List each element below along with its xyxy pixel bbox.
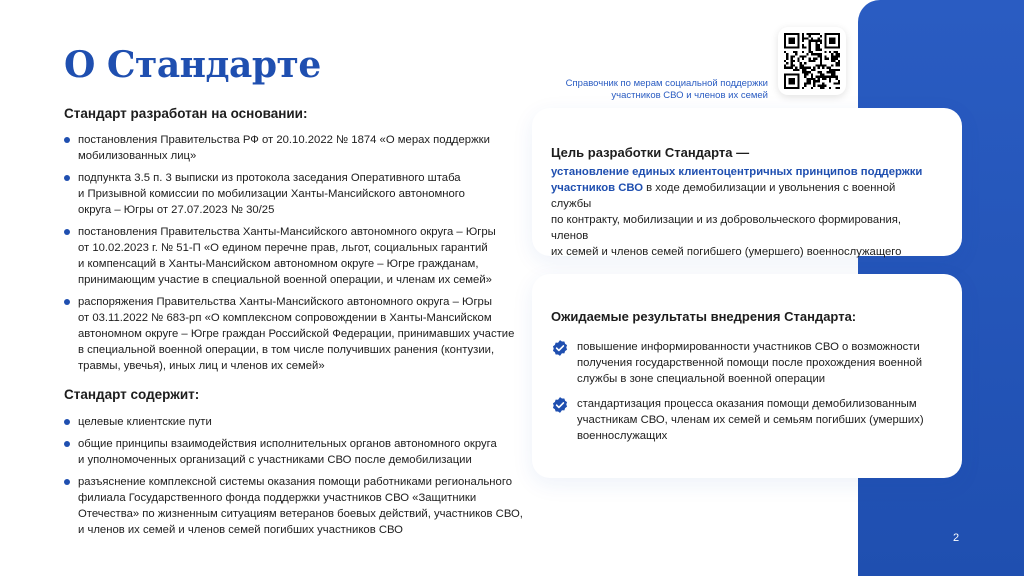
qr-caption [540, 78, 768, 102]
result-line: участникам СВО, членам их семей и семьям погибших (умерших) [577, 414, 924, 426]
list-item-line: и компенсаций в Ханты-Мансийском автономном округе – Югре гражданам, [78, 258, 479, 270]
list-item-line: мобилизованных лиц» [78, 150, 197, 162]
list-item [64, 436, 524, 468]
goal-line: по контракту, мобилизации и из добровольческого формирования, членов [551, 214, 902, 242]
goal-heading: Цель разработки Стандарта — [551, 145, 750, 160]
result-line: стандартизация процесса оказания помощи демобилизованным [577, 398, 917, 410]
list-item-line: автономном округе – Югре граждан Российской Федерации, принимавших участие [78, 328, 515, 340]
goal-highlight: участников СВО [551, 182, 644, 194]
qr-code[interactable] [778, 27, 846, 95]
list-item-line: от 03.11.2022 № 683-рп «О комплексном сопровождении в Ханты-Мансийском [78, 312, 492, 324]
list-item-line: принимающим участие в специальной военной операции, и членам их семей» [78, 274, 492, 286]
list-item-line: целевые клиентские пути [78, 416, 212, 428]
result-line: получения государственной помощи после прохождения военной [577, 357, 923, 369]
result-item [551, 396, 931, 444]
bullet-dot [64, 229, 70, 235]
qr-caption-line: Справочник по мерам социальной поддержки [565, 78, 768, 89]
list-item-line: общие принципы взаимодействия исполнительных органов автономного округа [78, 438, 497, 450]
bullet-dot [64, 419, 70, 425]
list-item [64, 170, 524, 218]
list-item-line: постановления Правительства РФ от 20.10.2022 № 1874 «О мерах поддержки [78, 134, 490, 146]
list-item [64, 132, 524, 164]
page-number: 2 [953, 532, 960, 544]
goal-line [551, 180, 936, 212]
check-badge-icon [551, 396, 569, 414]
list-item-line: разъяснение комплексной системы оказания помощи работниками регионального [78, 476, 512, 488]
list-item-line: Отечества» по жизненным ситуациям ветеранов боевых действий, участников СВО, [78, 508, 523, 520]
list-item [64, 414, 524, 430]
qr-caption-line: участников СВО и членов их семей [611, 90, 768, 101]
list-item-line: округа – Югры от 27.07.2023 № 30/25 [78, 204, 275, 216]
bullet-dot [64, 441, 70, 447]
list-item-line: и Призывной комиссии по мобилизации Ханты-Мансийского автономного [78, 188, 465, 200]
goal-highlight: установление единых клиентоцентричных принципов поддержки [551, 166, 923, 178]
bullet-dot [64, 137, 70, 143]
goal-text [551, 164, 936, 260]
goal-line: их семей и членов семей погибшего (умершего) военнослужащего [551, 246, 902, 258]
list-item-line: постановления Правительства Ханты-Мансийского автономного округа – Югры [78, 226, 496, 238]
basis-heading: Стандарт разработан на основании: [64, 106, 308, 121]
list-item [64, 224, 524, 288]
list-item [64, 294, 524, 374]
check-badge-icon [551, 339, 569, 357]
list-item-line: и уполномоченных организаций с участниками СВО после демобилизации [78, 454, 472, 466]
result-item [551, 339, 931, 387]
qr-code-icon [784, 33, 840, 89]
bullet-dot [64, 299, 70, 305]
contains-heading: Стандарт содержит: [64, 387, 200, 402]
bullet-dot [64, 175, 70, 181]
list-item-line: филиала Государственного фонда поддержки участников СВО «Защитники [78, 492, 477, 504]
bullet-dot [64, 479, 70, 485]
list-item-line: травмы, увечья), иных лиц и членов их семей» [78, 360, 325, 372]
page-title: О Стандарте [64, 44, 321, 86]
list-item-line: и членов их семей и членов семей погибших участников СВО [78, 524, 403, 536]
list-item [64, 474, 524, 538]
list-item-line: от 10.02.2023 г. № 51-П «О едином перечне прав, льгот, социальных гарантий [78, 242, 488, 254]
list-item-line: в специальной военной операции, в том числе получивших ранения (контузии, [78, 344, 495, 356]
results-heading: Ожидаемые результаты внедрения Стандарта: [551, 309, 857, 324]
result-line: военнослужащих [577, 430, 668, 442]
contains-list [64, 414, 524, 538]
result-line: повышение информированности участников СВО о возможности [577, 341, 920, 353]
list-item-line: распоряжения Правительства Ханты-Мансийского автономного округа – Югры [78, 296, 492, 308]
goal-rest: в ходе демобилизации и увольнения с военной службы [551, 182, 896, 210]
basis-list [64, 132, 524, 374]
list-item-line: подпункта 3.5 п. 3 выписки из протокола заседания Оперативного штаба [78, 172, 461, 184]
result-line: службы в зоне специальной военной операции [577, 373, 826, 385]
